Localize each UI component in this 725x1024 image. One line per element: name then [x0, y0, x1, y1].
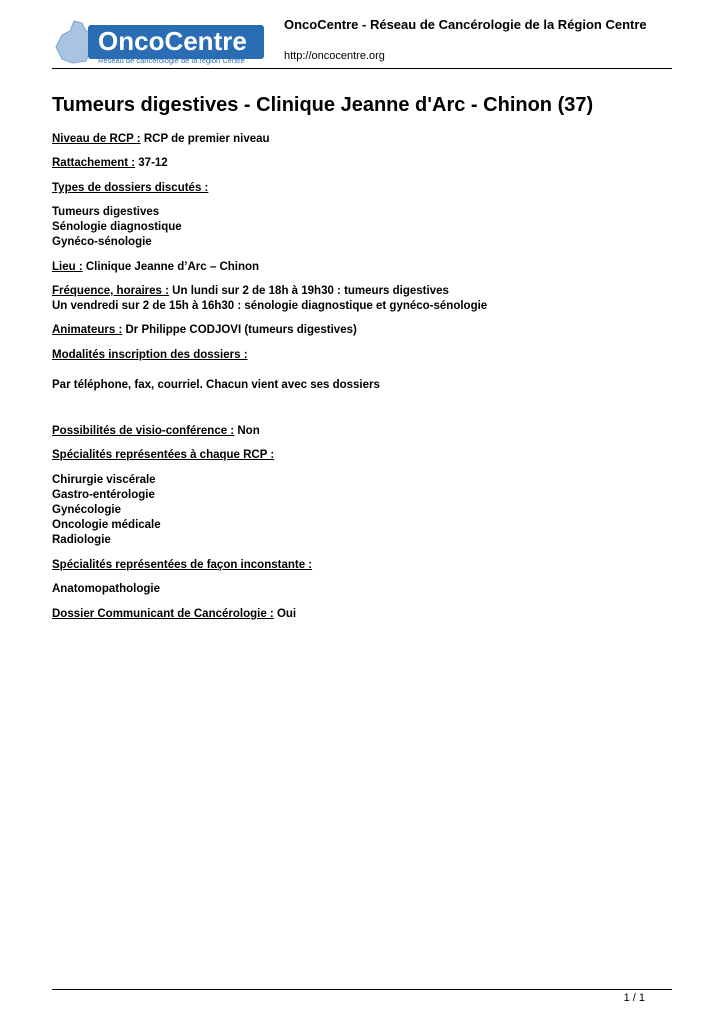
list-item: Anatomopathologie	[52, 583, 160, 595]
rattachement-label: Rattachement :	[52, 157, 136, 169]
specialites-label: Spécialités représentées à chaque RCP :	[52, 449, 275, 461]
animateurs	[52, 323, 357, 338]
types-dossiers	[52, 181, 208, 196]
visio-value: Non	[237, 425, 260, 437]
specialites	[52, 448, 274, 463]
visio-label: Possibilités de visio-conférence :	[52, 425, 235, 437]
logo-text: OncoCentre	[98, 26, 247, 56]
lieu	[52, 260, 259, 275]
types-label: Types de dossiers discutés :	[52, 182, 209, 194]
list-item: Chirurgie viscérale	[52, 474, 156, 486]
types-list	[52, 205, 182, 250]
page-number: 1 / 1	[623, 992, 645, 1004]
specialites-list	[52, 473, 161, 548]
frequence-horaires	[52, 284, 487, 314]
list-item: Gynéco-sénologie	[52, 236, 152, 248]
list-item: Sénologie diagnostique	[52, 221, 182, 233]
dossier-communicant	[52, 607, 296, 622]
oncocentre-logo-graphic	[52, 17, 264, 65]
header-divider	[52, 68, 672, 69]
header-url: http://oncocentre.org	[284, 50, 385, 62]
frequence-line-1: Un lundi sur 2 de 18h à 19h30 : tumeurs digestives	[172, 285, 449, 297]
specialites-inconstantes	[52, 558, 312, 573]
visio-conference	[52, 424, 260, 439]
header-organization: OncoCentre - Réseau de Cancérologie de la Région Centre	[284, 17, 647, 32]
frequence-label: Fréquence, horaires :	[52, 285, 169, 297]
inconstante-list	[52, 582, 160, 597]
dcc-label: Dossier Communicant de Cancérologie :	[52, 608, 274, 620]
list-item: Gastro-entérologie	[52, 489, 155, 501]
lieu-value: Clinique Jeanne d’Arc – Chinon	[85, 261, 260, 273]
niveau-label: Niveau de RCP :	[52, 133, 141, 145]
modalites-inscription	[52, 348, 248, 363]
list-item: Tumeurs digestives	[52, 206, 160, 218]
modalites-text: Par téléphone, fax, courriel. Chacun vient avec ses dossiers	[52, 379, 380, 391]
logo-subtitle: Réseau de cancérologie de la région Centre	[98, 56, 245, 65]
niveau-value: RCP de premier niveau	[143, 133, 270, 145]
page-title: Tumeurs digestives - Clinique Jeanne d'Arc - Chinon (37)	[52, 94, 594, 116]
inconstante-label: Spécialités représentées de façon inconstante :	[52, 559, 313, 571]
lieu-label: Lieu :	[52, 261, 83, 273]
rattachement	[52, 156, 168, 171]
modalites-label: Modalités inscription des dossiers :	[52, 349, 248, 361]
animateurs-value: Dr Philippe CODJOVI (tumeurs digestives)	[125, 324, 357, 336]
rattachement-value: 37-12	[138, 157, 168, 169]
list-item: Oncologie médicale	[52, 519, 161, 531]
dcc-value: Oui	[276, 608, 297, 620]
oncocentre-logo	[52, 17, 264, 65]
frequence-line-2: Un vendredi sur 2 de 15h à 16h30 : sénologie diagnostique et gynéco-sénologie	[52, 300, 488, 312]
list-item: Gynécologie	[52, 504, 122, 516]
niveau-rcp	[52, 132, 270, 147]
list-item: Radiologie	[52, 534, 111, 546]
animateurs-label: Animateurs :	[52, 324, 123, 336]
footer-divider	[52, 989, 672, 990]
